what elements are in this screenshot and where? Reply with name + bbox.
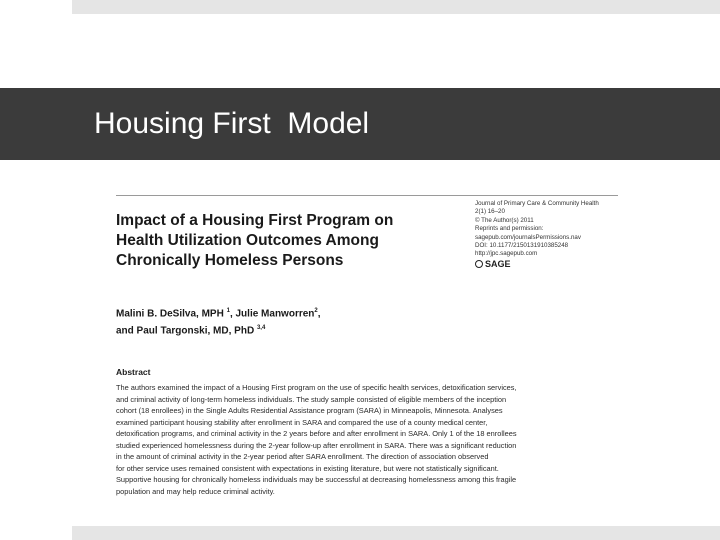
paper-title-line: Health Utilization Outcomes Among	[116, 232, 379, 249]
author-name: , Julie Manworren	[229, 308, 315, 320]
abstract-line: population and may help reduce criminal activity.	[116, 486, 275, 496]
top-decor-strip	[72, 0, 720, 14]
abstract-line: The authors examined the impact of a Housing First program on the use of specific health services, detoxification services,	[116, 383, 517, 392]
affiliation-marker: 3,4	[256, 325, 266, 332]
affiliation-marker: 2	[314, 308, 318, 314]
abstract-line: detoxification programs, and criminal activity in the 2 years before and after enrollment in SARA. Only 1 of the 18 enrollees	[116, 429, 517, 438]
abstract-line: studied experienced homelessness during the 2-year follow-up after enrollment in SARA. There was a significant reduction	[116, 440, 517, 450]
journal-info-line: Journal of Primary Care & Community Health	[475, 200, 599, 207]
abstract-line: Supportive housing for chronically homeless individuals may be successful at decreasing homelessness among this fragile	[116, 475, 517, 484]
journal-info-line: http://jpc.sagepub.com	[475, 250, 538, 258]
header-rule	[116, 195, 618, 196]
abstract-line: cohort (18 enrollees) in the Single Adults Residential Assistance program (SARA) in Minneapolis, Minnesota. Analyses	[116, 406, 503, 415]
journal-info	[475, 200, 625, 268]
author-name: Malini B. DeSilva, MPH	[116, 308, 224, 320]
abstract-body	[116, 382, 622, 497]
author-name: and Paul Targonski, MD, PhD	[116, 325, 255, 337]
slide-title: Housing First Model	[94, 107, 370, 140]
abstract-line: examined participant housing stability after enrollment in SARA and compared the use of a county medical center,	[116, 417, 488, 427]
bottom-decor-strip	[72, 526, 720, 540]
abstract-line: in the amount of criminal activity in the 2-year period after SARA enrollment. The direction of association observed	[116, 452, 489, 461]
journal-info-line: © The Author(s) 2011	[475, 216, 534, 224]
sage-logo-icon	[475, 260, 483, 268]
abstract-line: and criminal activity of long-term homeless individuals. The study sample consisted of eligible members of the inception	[116, 394, 507, 404]
publisher-name: SAGE	[485, 258, 511, 269]
abstract-line: for other service uses remained consistent with expectations in existing literature, but were not statistically significant.	[116, 463, 499, 473]
paper-title	[116, 211, 456, 271]
journal-info-line: Reprints and permission:	[475, 225, 544, 233]
author-separator: ,	[317, 308, 321, 320]
sage-logo	[475, 260, 625, 268]
paper-title-line: Chronically Homeless Persons	[116, 252, 344, 269]
authors-line-1	[116, 304, 516, 321]
journal-info-line: 2(1) 16–20	[475, 208, 505, 216]
abstract-heading: Abstract	[116, 367, 151, 377]
paper-title-line: Impact of a Housing First Program on	[116, 212, 394, 229]
affiliation-marker: 1	[226, 308, 230, 314]
authors	[116, 304, 516, 339]
journal-info-line: DOI: 10.1177/2150131910385248	[475, 242, 569, 250]
journal-info-line: sagepub.com/journalsPermissions.nav	[475, 233, 581, 241]
authors-line-2	[116, 321, 516, 338]
